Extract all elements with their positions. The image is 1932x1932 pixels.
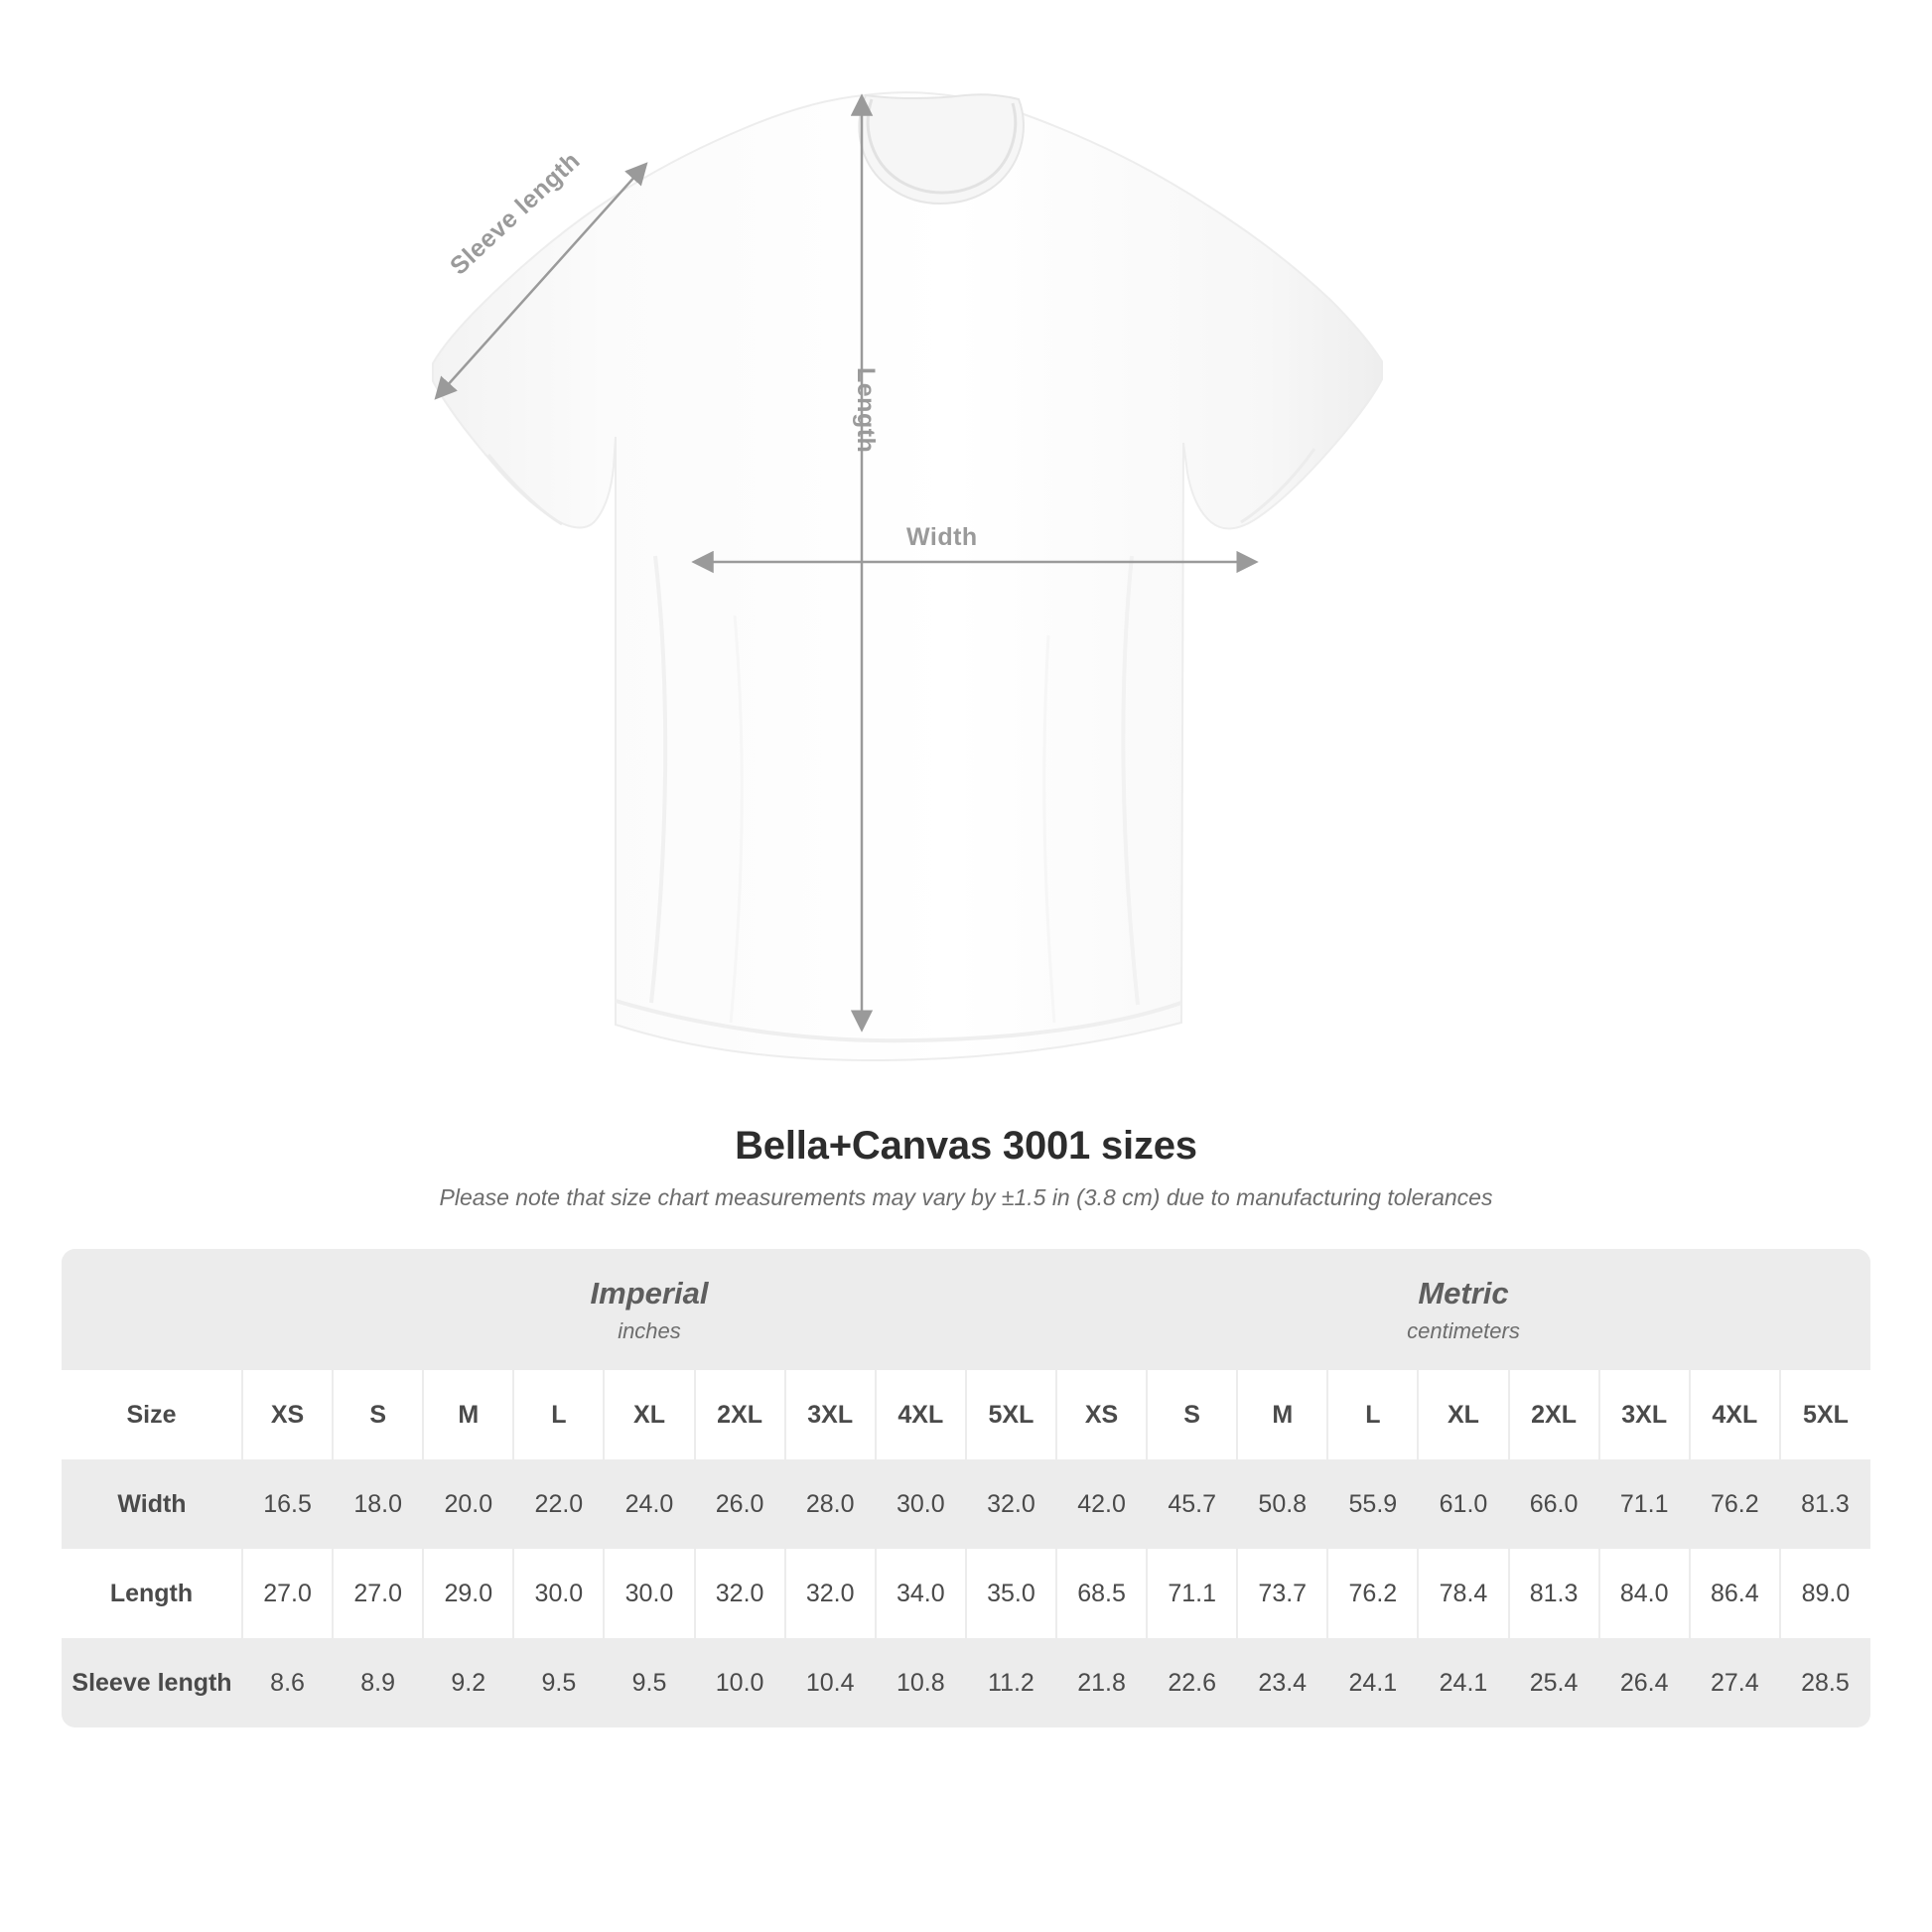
- width-label: Width: [906, 523, 978, 551]
- length-5xl-cm: 89.0: [1780, 1549, 1870, 1638]
- size-cell-5xl-metric: 5XL: [1780, 1370, 1870, 1459]
- width-m-cm: 50.8: [1237, 1459, 1327, 1549]
- size-row-label: Size: [62, 1370, 242, 1459]
- width-5xl-cm: 81.3: [1780, 1459, 1870, 1549]
- width-3xl-cm: 71.1: [1599, 1459, 1690, 1549]
- size-cell-2xl-imperial: 2XL: [695, 1370, 785, 1459]
- sleeve-xl-in: 9.5: [604, 1638, 694, 1727]
- size-table-wrapper: [62, 1249, 1870, 1727]
- sleeve-3xl-cm: 26.4: [1599, 1638, 1690, 1727]
- sleeve-s-cm: 22.6: [1147, 1638, 1237, 1727]
- size-cell-s-imperial: S: [333, 1370, 423, 1459]
- sleeve-2xl-cm: 25.4: [1509, 1638, 1599, 1727]
- width-2xl-in: 26.0: [695, 1459, 785, 1549]
- size-cell-2xl-metric: 2XL: [1509, 1370, 1599, 1459]
- size-cell-l-imperial: L: [513, 1370, 604, 1459]
- size-cell-m-metric: M: [1237, 1370, 1327, 1459]
- width-5xl-in: 32.0: [966, 1459, 1056, 1549]
- sleeve-2xl-in: 10.0: [695, 1638, 785, 1727]
- sleeve-s-in: 8.9: [333, 1638, 423, 1727]
- width-s-cm: 45.7: [1147, 1459, 1237, 1549]
- length-4xl-cm: 86.4: [1690, 1549, 1780, 1638]
- length-xl-cm: 78.4: [1418, 1549, 1508, 1638]
- sleeve-xs-in: 8.6: [242, 1638, 333, 1727]
- length-l-cm: 76.2: [1327, 1549, 1418, 1638]
- size-cell-5xl-imperial: 5XL: [966, 1370, 1056, 1459]
- table-row-width: [62, 1459, 1870, 1549]
- row-label-length: Length: [62, 1549, 242, 1638]
- size-cell-m-imperial: M: [423, 1370, 513, 1459]
- length-m-in: 29.0: [423, 1549, 513, 1638]
- length-s-cm: 71.1: [1147, 1549, 1237, 1638]
- tshirt-shape: [433, 92, 1382, 1060]
- size-cell-xs-metric: XS: [1056, 1370, 1147, 1459]
- width-3xl-in: 28.0: [785, 1459, 876, 1549]
- size-table: [62, 1249, 1870, 1727]
- tolerance-note: Please note that size chart measurements may vary by ±1.5 in (3.8 cm) due to manufacturing tolerances: [439, 1184, 1493, 1210]
- unit-name-imperial: Imperial: [590, 1276, 709, 1311]
- sleeve-4xl-in: 10.8: [876, 1638, 966, 1727]
- sleeve-4xl-cm: 27.4: [1690, 1638, 1780, 1727]
- sleeve-3xl-in: 10.4: [785, 1638, 876, 1727]
- sleeve-m-in: 9.2: [423, 1638, 513, 1727]
- length-xl-in: 30.0: [604, 1549, 694, 1638]
- unit-name-metric: Metric: [1418, 1276, 1509, 1311]
- width-4xl-cm: 76.2: [1690, 1459, 1780, 1549]
- width-4xl-in: 30.0: [876, 1459, 966, 1549]
- length-xs-in: 27.0: [242, 1549, 333, 1638]
- length-3xl-cm: 84.0: [1599, 1549, 1690, 1638]
- title-block: [0, 1124, 1932, 1211]
- length-2xl-cm: 81.3: [1509, 1549, 1599, 1638]
- length-3xl-in: 32.0: [785, 1549, 876, 1638]
- size-cell-3xl-imperial: 3XL: [785, 1370, 876, 1459]
- sleeve-length-label: Sleeve length: [445, 146, 586, 281]
- sleeve-xl-cm: 24.1: [1418, 1638, 1508, 1727]
- row-label-width: Width: [62, 1459, 242, 1549]
- width-s-in: 18.0: [333, 1459, 423, 1549]
- size-cell-s-metric: S: [1147, 1370, 1237, 1459]
- table-row-length: [62, 1549, 1870, 1638]
- width-xs-in: 16.5: [242, 1459, 333, 1549]
- width-l-cm: 55.9: [1327, 1459, 1418, 1549]
- size-cell-xl-imperial: XL: [604, 1370, 694, 1459]
- length-s-in: 27.0: [333, 1549, 423, 1638]
- width-xs-cm: 42.0: [1056, 1459, 1147, 1549]
- table-row-sleeve-length: [62, 1638, 1870, 1727]
- unit-header-imperial: [242, 1249, 1056, 1370]
- sleeve-xs-cm: 21.8: [1056, 1638, 1147, 1727]
- length-4xl-in: 34.0: [876, 1549, 966, 1638]
- page-title: Bella+Canvas 3001 sizes: [735, 1124, 1197, 1168]
- unit-sub-imperial: inches: [618, 1317, 681, 1343]
- length-2xl-in: 32.0: [695, 1549, 785, 1638]
- row-label-sleeve-length: Sleeve length: [62, 1638, 242, 1727]
- length-label: Length: [852, 367, 880, 454]
- unit-sub-metric: centimeters: [1407, 1317, 1520, 1343]
- length-m-cm: 73.7: [1237, 1549, 1327, 1638]
- size-cell-xs-imperial: XS: [242, 1370, 333, 1459]
- sleeve-l-in: 9.5: [513, 1638, 604, 1727]
- width-m-in: 20.0: [423, 1459, 513, 1549]
- size-header-row: [62, 1370, 1870, 1459]
- unit-header-row: [62, 1249, 1870, 1370]
- size-cell-4xl-metric: 4XL: [1690, 1370, 1780, 1459]
- size-cell-4xl-imperial: 4XL: [876, 1370, 966, 1459]
- size-cell-3xl-metric: 3XL: [1599, 1370, 1690, 1459]
- sleeve-5xl-in: 11.2: [966, 1638, 1056, 1727]
- width-xl-in: 24.0: [604, 1459, 694, 1549]
- sleeve-5xl-cm: 28.5: [1780, 1638, 1870, 1727]
- width-xl-cm: 61.0: [1418, 1459, 1508, 1549]
- length-l-in: 30.0: [513, 1549, 604, 1638]
- length-xs-cm: 68.5: [1056, 1549, 1147, 1638]
- width-l-in: 22.0: [513, 1459, 604, 1549]
- unit-header-metric: [1056, 1249, 1870, 1370]
- sleeve-m-cm: 23.4: [1237, 1638, 1327, 1727]
- size-cell-xl-metric: XL: [1418, 1370, 1508, 1459]
- length-5xl-in: 35.0: [966, 1549, 1056, 1638]
- unit-header-spacer: [62, 1249, 242, 1370]
- width-2xl-cm: 66.0: [1509, 1459, 1599, 1549]
- sleeve-l-cm: 24.1: [1327, 1638, 1418, 1727]
- size-cell-l-metric: L: [1327, 1370, 1418, 1459]
